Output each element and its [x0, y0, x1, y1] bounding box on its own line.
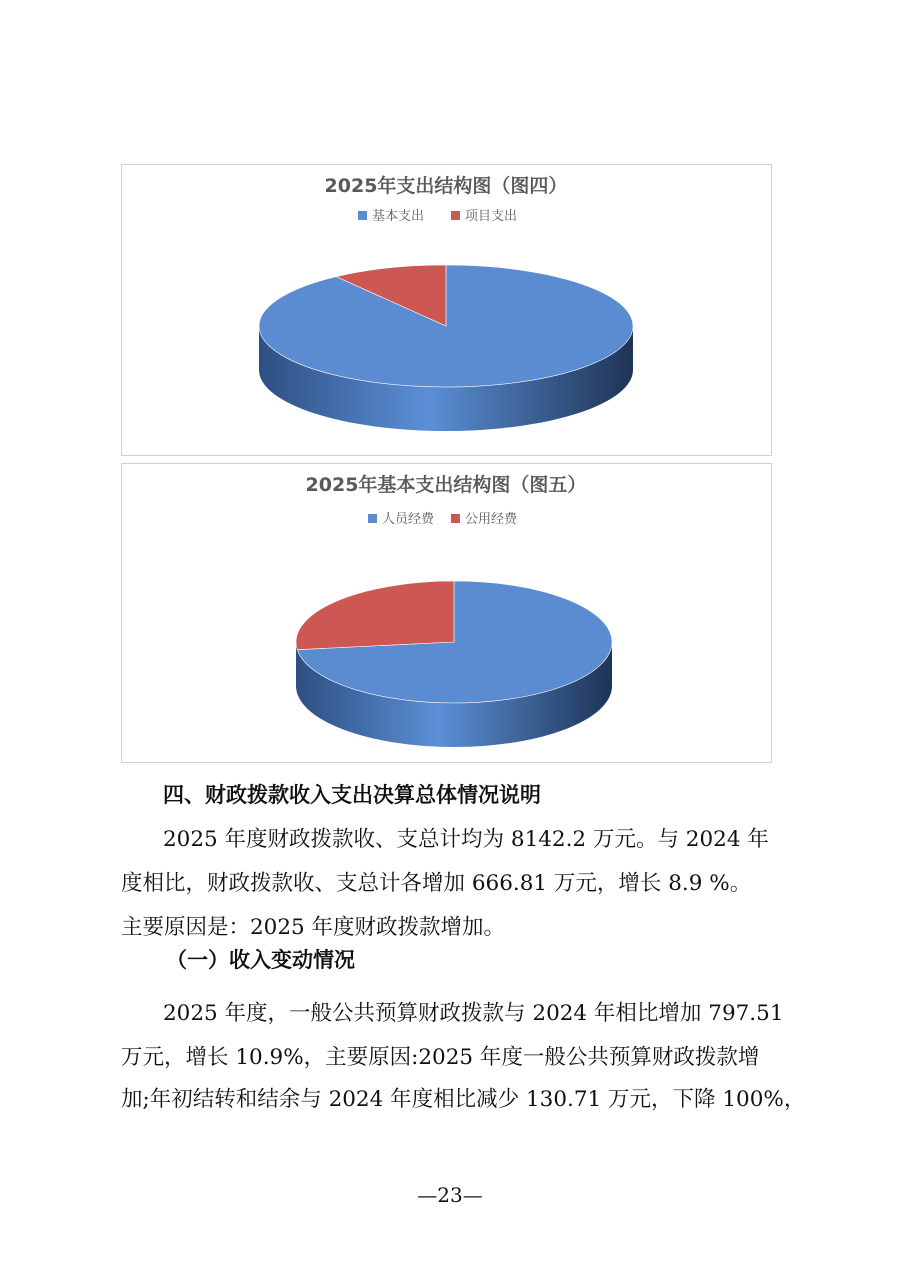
paragraph-line: 2025 年度财政拨款收、支总计均为 8142.2 万元。与 2024 年 [163, 827, 769, 852]
section-heading: 四、财政拨款收入支出决算总体情况说明 [163, 783, 541, 807]
legend-swatch-basic [358, 211, 367, 220]
legend-label-project: 项目支出 [465, 209, 518, 224]
pie-plot [259, 265, 633, 431]
expenditure-structure-pie-svg [122, 165, 771, 455]
paragraph-line: 度相比，财政拨款收、支总计各增加 666.81 万元，增长 8.9 %。 [121, 871, 752, 896]
basic-expenditure-pie-svg [122, 464, 771, 762]
legend-label-basic: 基本支出 [372, 209, 425, 224]
subsection-heading: （一）收入变动情况 [166, 948, 355, 972]
legend-swatch-public [451, 514, 460, 523]
expenditure-structure-chart [121, 164, 772, 456]
basic-expenditure-structure-chart [121, 463, 772, 763]
legend-swatch-project [451, 211, 460, 220]
paragraph-line: 2025 年度，一般公共预算财政拨款与 2024 年相比增加 797.51 [163, 1001, 784, 1026]
chart-title: 2025年支出结构图（图四） [324, 175, 568, 197]
legend-swatch-personnel [368, 514, 377, 523]
pie-slice-2 [296, 581, 454, 650]
paragraph-line: 万元，增长 10.9%，主要原因:2025 年度一般公共预算财政拨款增 [121, 1045, 760, 1070]
legend-label-personnel: 人员经费 [382, 512, 435, 527]
chart-legend [358, 208, 517, 224]
chart-title: 2025年基本支出结构图（图五） [305, 474, 587, 496]
pie-plot [296, 581, 612, 747]
legend-label-public: 公用经费 [465, 512, 518, 527]
paragraph-line: 加;年初结转和结余与 2024 年度相比减少 130.71 万元，下降 100%， [121, 1087, 806, 1112]
chart-legend [368, 511, 518, 527]
paragraph-line: 主要原因是：2025 年度财政拨款增加。 [121, 915, 506, 940]
page-number: —23— [417, 1183, 483, 1207]
